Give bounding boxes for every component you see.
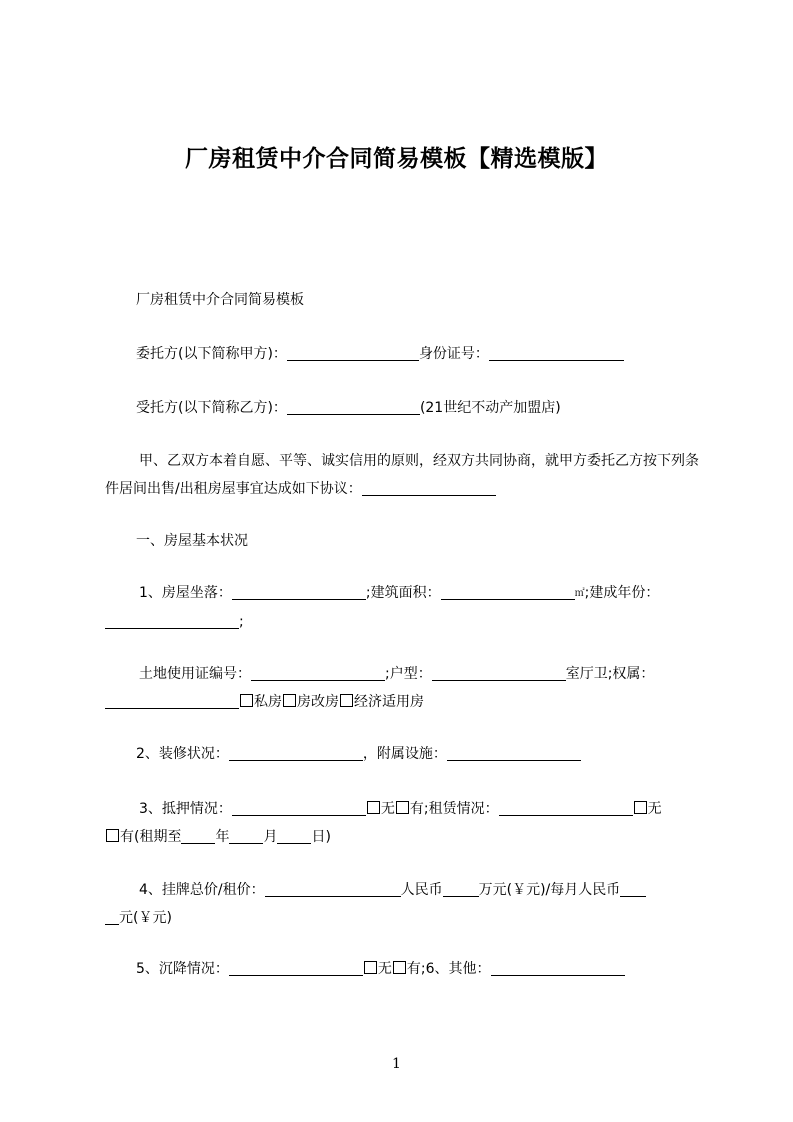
lease-none-label: 无: [647, 801, 662, 817]
year-built-field[interactable]: [105, 612, 239, 629]
area-unit: ㎡: [574, 588, 585, 599]
affordable-house-label: 经济适用房: [354, 694, 424, 710]
item2-line: [136, 741, 581, 767]
monthly-rent-field-b[interactable]: [105, 908, 119, 925]
lease-day-field[interactable]: [277, 827, 311, 844]
price-label: 4、挂牌总价/租价：: [139, 882, 265, 898]
client-line: [136, 341, 624, 367]
lease-none-checkbox[interactable]: [634, 801, 647, 814]
land-cert-field[interactable]: [251, 664, 385, 681]
settlement-none-label: 无: [377, 961, 392, 977]
monthly-rent-field-a[interactable]: [620, 880, 646, 897]
id-number-field[interactable]: [489, 344, 624, 361]
ownership-field[interactable]: [105, 692, 239, 709]
lease-month-field[interactable]: [229, 827, 263, 844]
intro-paragraph: [105, 447, 702, 503]
item1-paragraph: [105, 579, 702, 636]
settlement-field[interactable]: [229, 959, 363, 976]
lease-term-open: (租期至: [134, 829, 182, 845]
settlement-none-checkbox[interactable]: [364, 961, 377, 974]
land-cert-label: 土地使用证编号：: [139, 666, 251, 682]
page-number: 1: [392, 1056, 401, 1072]
location-field[interactable]: [232, 583, 366, 600]
rooms-text: 室厅卫: [565, 666, 608, 682]
area-field[interactable]: [441, 583, 575, 600]
private-house-checkbox[interactable]: [240, 694, 253, 707]
client-name-field[interactable]: [287, 344, 419, 361]
area-label: ;建筑面积：: [365, 585, 441, 601]
lease-label: ;租赁情况：: [423, 801, 499, 817]
intro-text: 甲、乙双方本着自愿、平等、诚实信用的原则，经双方共同协商，就甲方委托乙方按下列条件居间出售/出租房屋事宜达成如下协议：: [105, 453, 699, 497]
rmb-label: 人民币: [400, 882, 443, 898]
contract-subtitle: 厂房租赁中介合同简易模板: [136, 292, 304, 308]
house-type-field[interactable]: [432, 664, 566, 681]
lease-yes-label: 有: [120, 829, 134, 845]
other-label: ;6、其他：: [420, 961, 491, 977]
item3-paragraph: [105, 795, 702, 851]
mortgage-none-checkbox[interactable]: [367, 801, 380, 814]
lease-year-label: 年: [215, 829, 230, 845]
mortgage-label: 3、抵押情况：: [139, 801, 232, 817]
decoration-field[interactable]: [229, 744, 363, 761]
id-number-label: 身份证号：: [418, 346, 489, 362]
private-house-label: 私房: [254, 694, 282, 710]
mortgage-field[interactable]: [232, 799, 366, 816]
client-label: 委托方(以下简称甲方)：: [136, 346, 287, 362]
total-price-field[interactable]: [443, 880, 479, 897]
settlement-label: 5、沉降情况：: [136, 961, 229, 977]
lease-year-field[interactable]: [181, 827, 215, 844]
affordable-house-checkbox[interactable]: [340, 694, 353, 707]
house-type-label: ;户型：: [385, 666, 432, 682]
location-label: 1、房屋坐落：: [139, 585, 232, 601]
price-field[interactable]: [265, 880, 401, 897]
agent-line: [136, 395, 561, 421]
lease-field[interactable]: [499, 799, 633, 816]
unit-yuan-label: 元(￥元): [119, 910, 172, 926]
agent-name-field[interactable]: [287, 398, 420, 415]
settlement-yes-label: 有: [406, 961, 421, 977]
agent-suffix: (21世纪不动产加盟店): [419, 400, 561, 416]
year-built-label: ;建成年份：: [584, 585, 660, 601]
item1-end: ;: [239, 614, 244, 630]
item4-paragraph: [105, 876, 702, 932]
intro-field[interactable]: [362, 479, 496, 496]
mortgage-yes-checkbox[interactable]: [396, 801, 409, 814]
facilities-field[interactable]: [447, 744, 581, 761]
lease-day-label: 日): [311, 829, 331, 845]
document-title: 厂房租赁中介合同简易模板【精选模版】: [185, 146, 608, 172]
lease-yes-checkbox[interactable]: [106, 829, 119, 842]
item5-line: [136, 956, 625, 982]
reform-house-checkbox[interactable]: [283, 694, 296, 707]
facilities-label: ，附属设施：: [362, 746, 447, 762]
unit-wan-label: 万元(￥元)/每月人民币: [478, 882, 621, 898]
land-paragraph: [105, 660, 702, 716]
settlement-yes-checkbox[interactable]: [393, 961, 406, 974]
ownership-label: ;权属：: [607, 666, 655, 682]
reform-house-label: 房改房: [297, 694, 339, 710]
lease-month-label: 月: [263, 829, 278, 845]
section1-heading: 一、房屋基本状况: [136, 533, 248, 549]
mortgage-none-label: 无: [380, 801, 395, 817]
agent-label: 受托方(以下简称乙方)：: [136, 400, 287, 416]
other-field[interactable]: [491, 959, 625, 976]
mortgage-yes-label: 有: [409, 801, 424, 817]
decoration-label: 2、装修状况：: [136, 746, 229, 762]
